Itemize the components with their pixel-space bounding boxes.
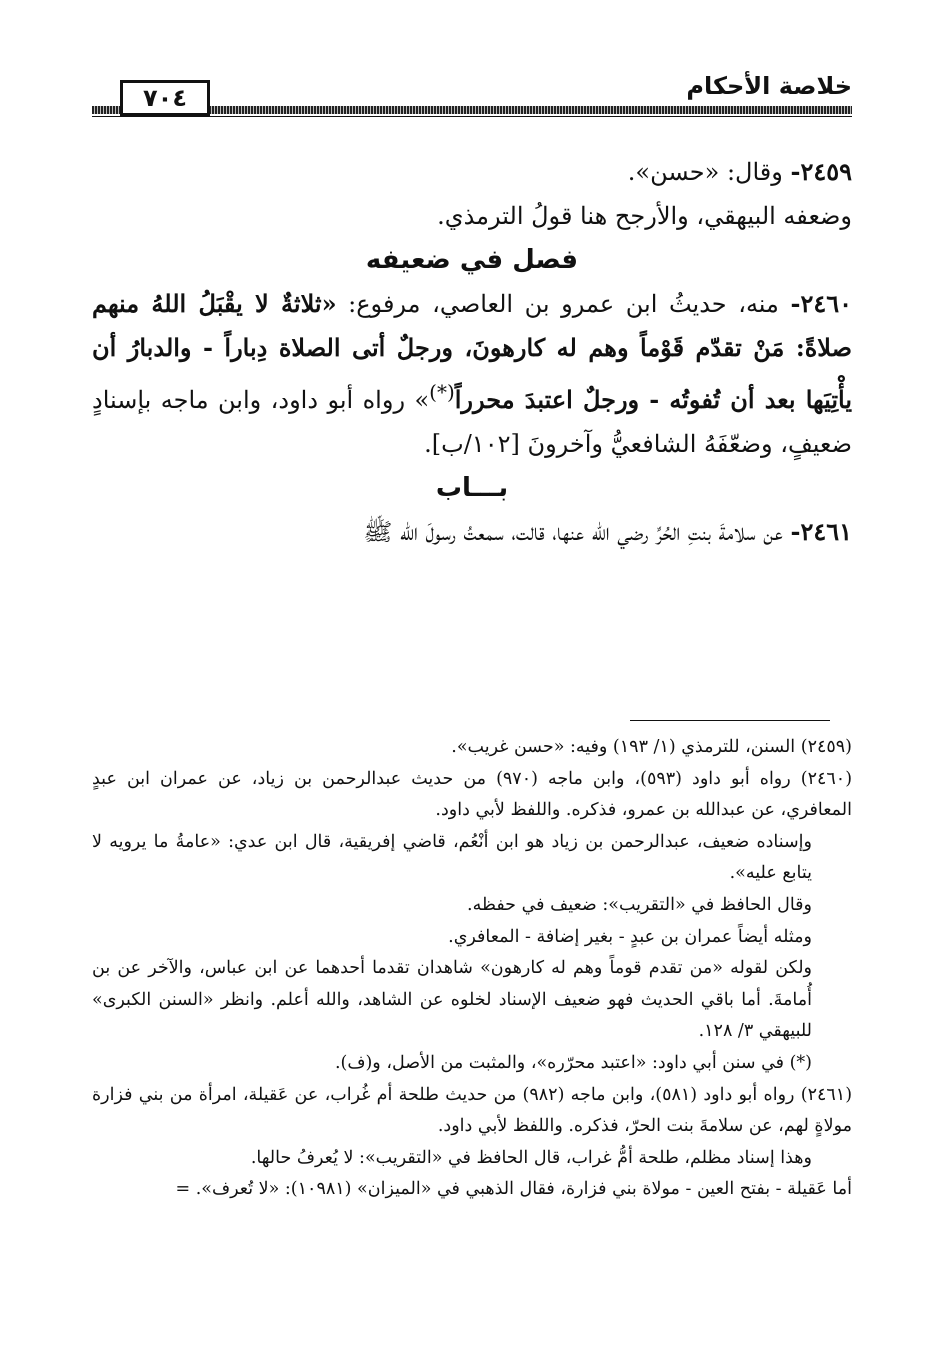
footnote: (*) في سنن أبي داود: «اعتبد محرّره»، والمثبت من الأصل، و(ف). [334, 1052, 812, 1073]
footnote: (٢٤٥٩) السنن، للترمذي (١/ ١٩٣) وفيه: «حسن غريب». [451, 737, 852, 757]
hadith-2461 [92, 510, 852, 554]
page-number: ٧٠٤ [120, 80, 210, 116]
footnote: (٢٤٦٠) رواه أبو داود (٥٩٣)، وابن ماجه (٩٧٠) من حديث عبدالرحمن بن زياد، عن عمران ابن عبدٍ المعافري، عن عبدالله بن عمرو، فذكره. واللفظ لأبي داود. [92, 768, 853, 821]
hadith-intro: منه، حديثُ ابن عمرو بن العاصي، مرفوع: [336, 290, 791, 318]
hadith-text: وقال: «حسن». [627, 158, 791, 186]
header-rule-thin [92, 116, 852, 117]
footnote: أما عَقيلة - بفتح العين - مولاة بني فزارة، فقال الذهبي في «الميزان» (١٠٩٨١): «لا تُعرف». = [175, 1179, 852, 1200]
footnote: وقال الحافظ في «التقريب»: ضعيف في حفظه. [467, 894, 812, 915]
section-heading-weak: فصل في ضعيفه [365, 245, 579, 275]
main-text [92, 150, 852, 554]
hadith-number: ٢٤٥٩- [790, 157, 852, 186]
hadith-number: ٢٤٦٠- [790, 289, 852, 318]
footnote: (٢٤٦١) رواه أبو داود (٥٨١)، وابن ماجه (٩٨٢) من حديث طلحة أم غُراب، عن عَقيلة، امرأة من بني فزارة مولاةٍ لهم، عن سلامةَ بنت الحرّ، فذكره. واللفظ لأبي داود. [92, 1084, 853, 1137]
footnote-marker: (*) [429, 380, 455, 404]
book-title: خلاصة الأحكام [686, 72, 852, 100]
commentary-2459: وضعفه البيهقي، والأرجح هنا قولُ الترمذي. [437, 202, 852, 230]
footnote: وإسناده ضعيف، عبدالرحمن بن زياد هو ابن أنْعُم، قاضي إفريقية، قال ابن عدي: «عامةُ ما يرويه لا يتابع عليه». [92, 831, 812, 884]
footnotes [92, 732, 852, 1206]
section-heading-bab: بـــاب [435, 473, 509, 503]
footnote: وهذا إسناد مظلم، طلحة أمُّ غراب، قال الحافظ في «التقريب»: لا يُعرفُ حالها. [250, 1147, 812, 1168]
hadith-2460 [92, 282, 852, 466]
page-header [92, 70, 852, 126]
hadith-quote: «ثلاثةٌ لا يقْبَلُ اللهُ منهم صلاةً: مَنْ تقدّم قَوْماً وهم له كارهونَ، ورجلٌ أتى الصلاة دِباراً - والدبارُ أن يأْتِيَها بعد أن تُفوتُه - ورجلٌ اعتبدَ محرراً [92, 289, 852, 414]
footnote: ومثله أيضاً عمران بن عبدٍ - بغير إضافة - المعافري. [448, 926, 812, 947]
hadith-text: عن سلامةَ بنتِ الحُرِّ رضي الله عنها، قالت، سمعتُ رسولَ الله ﷺ [363, 518, 791, 546]
footnote: ولكن لقوله «من تقدم قوماً وهم له كارهون» شاهدان تقدما أحدهما عن ابن عباس، والآخر عن بن أُمامةَ. أما باقي الحديث فهو ضعيف الإسناد لخلوه عن الشاهد، والله أعلم. وانظر «السنن الكبرى» للبيهقي ٣/ ١٢٨. [92, 958, 812, 1042]
footnote-divider [630, 720, 830, 721]
hadith-2459 [92, 150, 852, 194]
hadith-source: » رواه أبو داود، وابن ماجه بإسنادٍ ضعيفٍ، وضعّفَهُ الشافعيُّ وآخرونَ [١٠٢/ب]. [92, 386, 852, 458]
hadith-number: ٢٤٦١- [790, 517, 852, 546]
